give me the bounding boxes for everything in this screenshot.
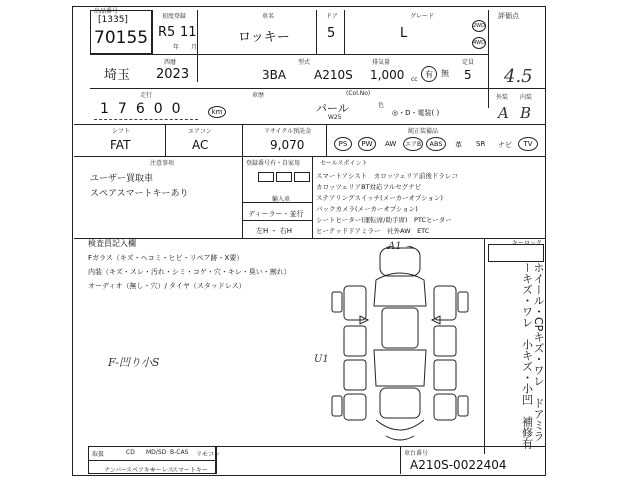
handwritten-front-note: F-凹り小S	[108, 356, 160, 369]
score-value: 4.5	[504, 66, 533, 87]
equipment-sunroof: SR	[476, 140, 486, 148]
inspection-line-3: オーディオ（無し・穴）/ タイヤ（スタッドレス）	[88, 282, 246, 290]
model-code-label: 型式	[298, 59, 311, 66]
divider	[197, 10, 198, 82]
divider	[326, 124, 327, 156]
equipment-airbag: エアB	[403, 137, 423, 151]
inspection-line-1: Fガラス（キズ・ヘコミ・ヒビ・リペア跡・X要）	[88, 254, 244, 262]
bottom-header-3: B-CAS	[170, 449, 189, 456]
lot-number-main: 70155	[94, 28, 149, 48]
first-registration-label: 初度登録	[162, 13, 187, 20]
registration-month: 11	[180, 25, 197, 40]
dealer-box-header: 登録番号有・自家用	[246, 160, 301, 167]
note-line-2: スペアスマートキーあり	[90, 189, 189, 199]
steering-side: 左H ・ 右H	[256, 227, 292, 235]
divider	[344, 10, 345, 54]
divider	[90, 88, 546, 89]
equipment-label: 純正装備品	[408, 128, 439, 135]
year-unit: 年	[173, 44, 180, 51]
grade-label: グレード	[410, 13, 435, 20]
car-name-value: ロッキー	[238, 30, 290, 45]
dealer-box-check-2	[276, 172, 292, 182]
form-outer-frame	[72, 6, 546, 476]
dealer-box-check-1	[258, 172, 274, 182]
bottom-header-0: 取扱	[92, 451, 105, 458]
recycle-fee-value: 9,070	[270, 138, 305, 152]
turbo-no-mark: 無	[441, 69, 449, 78]
key-lock-box	[488, 244, 544, 262]
lot-number-bracket: [1335]	[98, 15, 128, 25]
displacement-label: 排気量	[372, 59, 391, 66]
color-code-value: W25	[328, 114, 342, 121]
color-value: パール	[316, 102, 349, 115]
seats-label: 定員	[462, 59, 475, 66]
remarks-vertical-text: ホイール・CPキズ・ワレ ドアミラーキズ・ワレ 小キズ・小凹 補修有	[520, 262, 545, 449]
displacement-unit: cc	[411, 76, 418, 83]
model-code-prefix: 3BA	[262, 68, 287, 82]
exterior-grade: A	[498, 104, 509, 122]
bottom-header-4: リモコン	[196, 451, 221, 458]
exterior-label: 外装	[496, 94, 509, 101]
doors-value: 5	[327, 26, 336, 41]
inspection-line-2: 内装（キズ・スレ・汚れ・シミ・コゲ・穴・キレ・臭い・割れ）	[88, 268, 291, 276]
bottom-item-smartkey: スマートキー	[172, 467, 208, 474]
year-ad-label: 西暦	[164, 59, 177, 66]
color-label: 色	[378, 102, 385, 109]
divider	[312, 156, 313, 238]
divider	[242, 202, 312, 203]
equipment-leather: 革	[455, 141, 462, 149]
divider	[90, 54, 488, 55]
dealer-box-check-3	[294, 172, 310, 182]
equipment-tv: TV	[518, 137, 538, 151]
sales-point-5: シートヒーター(運転席/助手席) PTCヒーター	[316, 216, 452, 224]
divider	[152, 10, 153, 54]
handwritten-u1: U1	[314, 354, 329, 365]
divider	[165, 124, 166, 156]
note-line-1: ユーザー買取車	[90, 174, 154, 184]
divider	[316, 10, 317, 54]
drive-2wd-mark: 2WD	[472, 20, 486, 32]
doors-label: ドア	[326, 13, 338, 20]
mileage-value: 17600	[100, 101, 190, 117]
bottom-item-keyless: キーレス	[150, 467, 174, 474]
bottom-header-2: MD/SD	[146, 449, 167, 456]
bottom-item-number: ナンバー	[104, 467, 128, 474]
interior-grade: B	[520, 104, 532, 122]
score-label: 評価点	[498, 12, 519, 20]
bottom-header-1: CD	[126, 449, 135, 456]
divider	[74, 156, 546, 157]
mileage-dotline	[94, 119, 198, 120]
lot-number-label: 出品番号	[94, 8, 119, 15]
key-lock-label: キーロック	[512, 240, 542, 247]
recycle-label: リサイクル預託金	[264, 128, 312, 135]
divider	[74, 124, 546, 125]
divider	[242, 220, 312, 221]
dealer-parallel: ディーラー・並行	[248, 210, 304, 218]
aircon-label: エアコン	[188, 128, 212, 135]
mileage-label: 走行	[140, 92, 153, 99]
equipment-navi: ナビ	[498, 141, 512, 149]
car-damage-diagram	[330, 246, 470, 446]
aircon-value: AC	[192, 138, 209, 152]
equipment-pw: PW	[358, 137, 376, 151]
inspector-section-label: 検査員記入欄	[88, 239, 136, 248]
color-options: ◎・D・電装( )	[392, 109, 440, 117]
divider	[488, 10, 489, 108]
notes-label: 注意事項	[150, 160, 175, 167]
sales-point-label: セールスポイント	[320, 160, 368, 167]
month-unit: 月	[191, 44, 198, 51]
sales-point-6: ヒーテッドドアミラー 社外AW ETC	[316, 227, 430, 235]
region-value: 埼玉	[104, 68, 131, 83]
divider	[216, 446, 217, 474]
sales-point-3: ステアリングスイッチ(メーカーオプション)	[316, 194, 443, 202]
seats-value: 5	[464, 68, 472, 82]
divider	[242, 156, 243, 238]
divider	[74, 238, 546, 239]
model-code-value: A210S	[314, 68, 353, 82]
sales-point-1: スマートアシスト カロッツェリア前後ドラレコ	[316, 172, 458, 180]
divider	[484, 238, 485, 454]
equipment-abs: ABS	[426, 137, 446, 151]
shift-label: シフト	[112, 128, 131, 135]
sales-point-2: カロッツェリアBT対応フルセグナビ	[316, 183, 422, 191]
drive-4wd-mark: 4WD	[472, 37, 486, 49]
sales-point-4: バックカメラ(メーカーオプション)	[316, 205, 418, 213]
chassis-number-value: A210S-0022404	[410, 458, 507, 472]
divider	[242, 124, 243, 156]
grade-value: L	[400, 26, 408, 41]
shift-value: FAT	[110, 138, 131, 152]
equipment-aw: AW	[385, 140, 397, 148]
displacement-value: 1,000	[370, 68, 405, 82]
divider	[400, 446, 401, 474]
mileage-unit-circle: km	[208, 106, 226, 118]
year-ad-value: 2023	[156, 67, 190, 82]
handwritten-a1: A1	[388, 241, 402, 252]
divider	[88, 460, 216, 461]
car-name-label: 車名	[262, 13, 275, 20]
chassis-number-label: 車台番号	[404, 450, 429, 457]
color-no-label: (Col.No)	[346, 90, 371, 97]
import-label: 輸入車	[272, 196, 291, 203]
history-label: 車歴	[252, 92, 265, 99]
equipment-ps: PS	[334, 137, 352, 151]
bottom-item-spare-key: スペアキー	[126, 467, 156, 474]
turbo-yes-mark: 有	[421, 66, 437, 82]
interior-label: 内装	[520, 94, 533, 101]
registration-era: R5	[158, 25, 176, 40]
